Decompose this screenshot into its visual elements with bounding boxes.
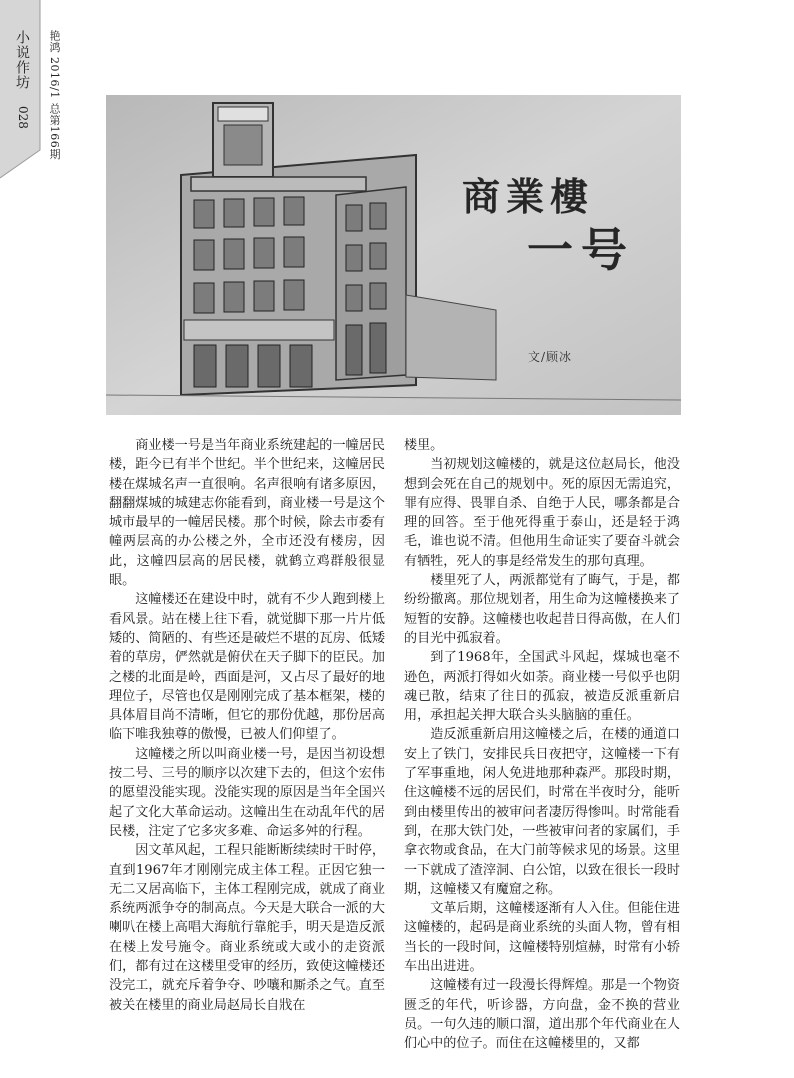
body-column-right [404,436,680,1054]
article-title-line-2: 一号 [527,223,635,277]
paragraph: 商业楼一号是当年商业系统建起的一幢居民楼，距今已有半个世纪。半个世纪来，这幢居民楼在煤城名声一直很响。名声很响有诸多原因，翻翻煤城的城建志你能看到，商业楼一号是这个城市最早的一幢居民楼。那个时候，除去市委有幢两层高的办公楼之外，全市还没有楼房，因此，这幢四层高的居民楼，就鹤立鸡群般很显眼。 [109,438,385,589]
paragraph: 这幢楼有过一段漫长得辉煌。那是一个物资匮乏的年代，听诊器，方向盘，金不换的营业员。一句久违的顺口溜，道出那个年代商业在人们心中的位子。而住在这幢楼里的，又都 [404,978,680,1052]
paragraph: 当初规划这幢楼的，就是这位赵局长，他没想到会死在自己的规划中。死的原因无需追究，罪有应得、畏罪自杀、自绝于人民，哪条都是合理的回答。至于他死得重于泰山，还是轻于鸿毛，谁也说不清。但他用生命证实了要奋斗就会有牺牲，死人的事是经常发生的那句真理。 [404,457,680,569]
section-name: 小说作坊 [14,30,30,90]
paragraph: 到了1968年，全国武斗风起，煤城也毫不逊色，两派打得如火如荼。商业楼一号似乎也阴魂已散，结束了往日的孤寂，被造反派重新启用，承担起关押大联合头头脑脑的重任。 [404,650,680,724]
paragraph: 这幢楼还在建设中时，就有不少人跑到楼上看风景。站在楼上往下看，就觉脚下那一片片低矮的、简陋的、有些还是破烂不堪的瓦房、低矮着的草房，俨然就是俯伏在天子脚下的臣民。加之楼的北面是岭，西面是河，又占尽了最好的地理位子，尽管也仅是刚刚完成了基本框架，楼的具体眉目尚不清晰，但它的那份优越，那份居高临下唯我独尊的傲慢，已被人们仰望了。 [109,592,385,743]
paragraph: 因文革风起，工程只能断断续续时干时停，直到1967年才刚刚完成主体工程。正因它独一无二又居高临下，主体工程刚完成，就成了商业系统两派争夺的制高点。今天是大联合一派的大喇叭在楼上高唱大海航行靠舵手，明天是造反派在楼上发号施令。商业系统或大或小的走资派们，都有过在这楼里受审的经历，致使这幢楼还没完工，就充斥着争夺、吵嚷和厮杀之气。直至被关在楼里的商业局赵局长自戕在 [109,843,385,1013]
body-column-left [109,436,385,1015]
issue-info: 艳鸿 2016/1 总第166期 [48,30,61,160]
paragraph: 这幢楼之所以叫商业楼一号，是因当初设想按二号、三号的顺序以次建下去的，但这个宏伟的愿望没能实现。没能实现的原因是当年全国兴起了文化大革命运动。这幢出生在动乱年代的居民楼，注定了它多灾多难、命运多舛的行程。 [109,746,385,839]
paragraph: 楼里。 [404,438,444,453]
paragraph: 造反派重新启用这幢楼之后，在楼的通道口安上了铁门，安排民兵日夜把守，这幢楼一下有了军事重地，闲人免进地那种森严。那段时期，住这幢楼不远的居民们，时常在半夜时分，能听到由楼里传出的被审问者凄厉得惨叫。时常能看到，在那大铁门处，一些被审问者的家属们，手拿衣物或食品，在大门前等候求见的场景。这里一下就成了渣滓洞、白公馆，以致在很长一段时期，这幢楼又有魔窟之称。 [404,727,680,897]
paragraph: 文革后期，这幢楼逐渐有人入住。但能住进这幢楼的，起码是商业系统的头面人物，曾有相当长的一段时间，这幢楼特别煊赫，时常有小轿车出出进进。 [404,901,680,975]
article-author: 文/顾冰 [528,350,573,364]
article-title-line-1: 商業樓 [462,174,595,219]
section-tab [0,0,44,180]
page-number: 028 [16,106,30,129]
paragraph: 楼里死了人，两派都觉有了晦气，于是，都纷纷撤离。那位规划者，用生命为这幢楼换来了短暂的安静。这幢楼也收起昔日得高傲，在人们的目光中孤寂着。 [404,573,680,646]
